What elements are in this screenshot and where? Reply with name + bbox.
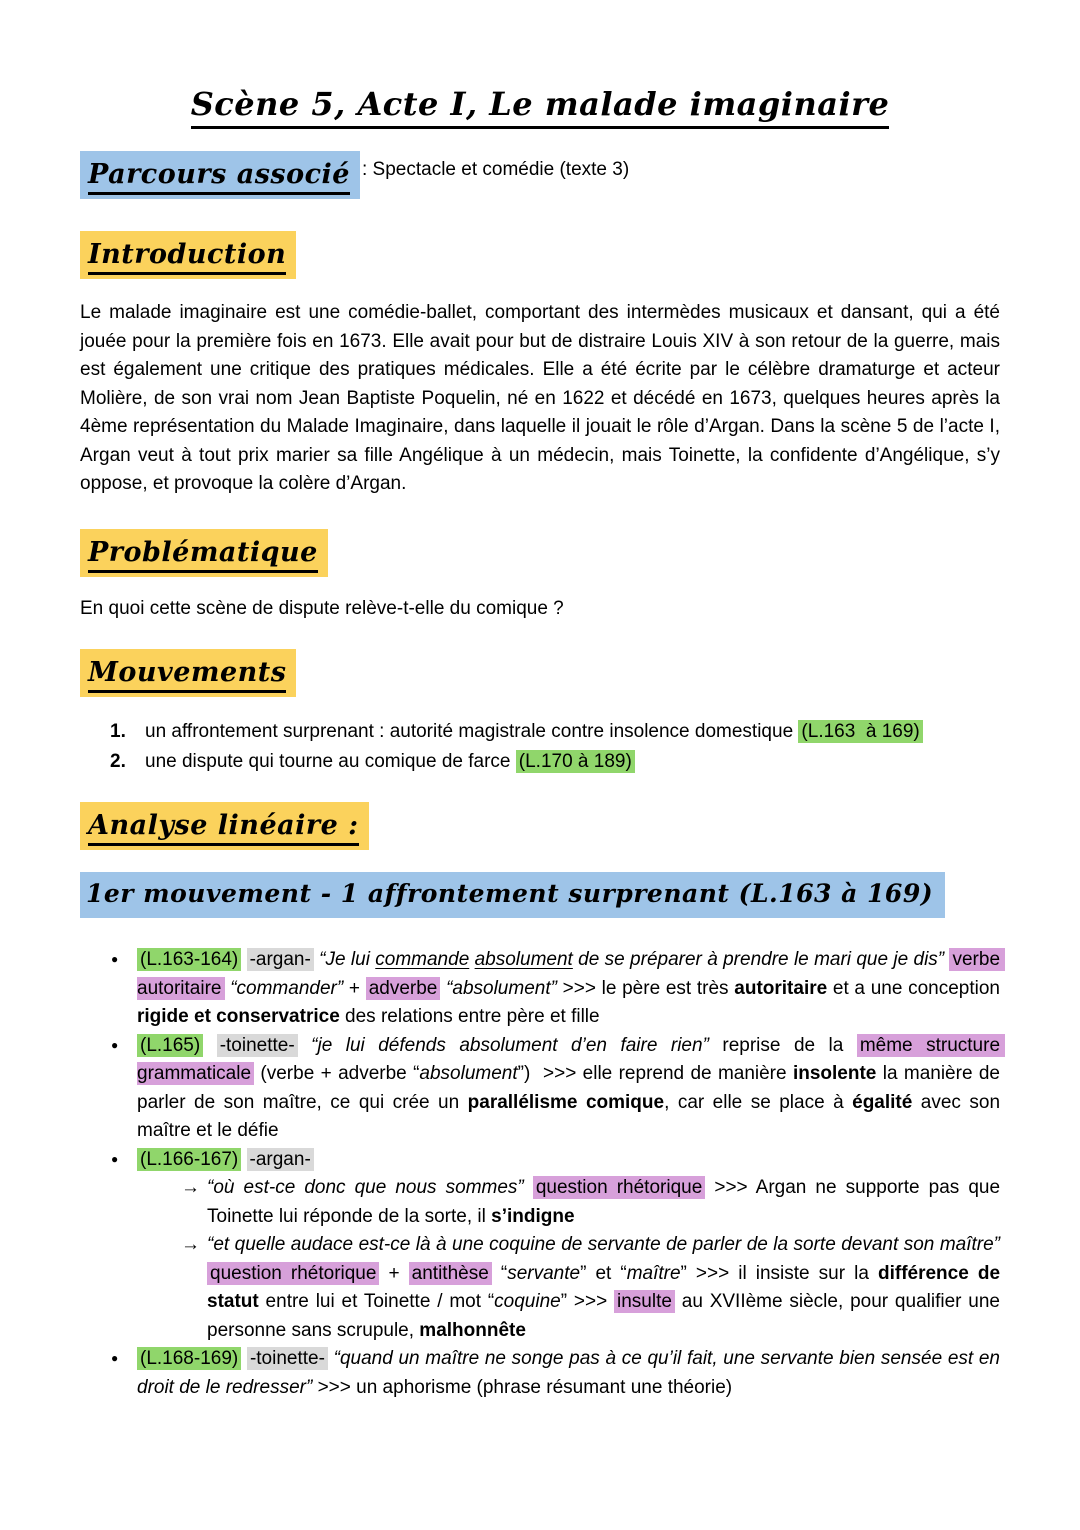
text-segment: avec son maître et le défie bbox=[137, 1091, 1006, 1142]
text-segment: un affrontement surprenant : autorité magistrale contre insolence domestique bbox=[145, 721, 799, 743]
list-item-number: 2. bbox=[110, 750, 126, 772]
text-segment: verbe autoritaire bbox=[137, 949, 1006, 999]
text-segment: ” >>> il insiste sur la bbox=[680, 1262, 878, 1284]
text-segment: commande bbox=[375, 949, 470, 971]
text-segment: rigide et conservatrice bbox=[137, 1006, 340, 1028]
text-segment: adverbe bbox=[366, 977, 441, 1000]
text-segment bbox=[524, 1177, 533, 1198]
text-segment: coquine bbox=[494, 1291, 561, 1313]
arrow-icon: → bbox=[181, 1234, 200, 1256]
page-title-text: Scène 5, Acte I, Le malade imaginaire bbox=[191, 85, 890, 129]
text-segment: et a une conception bbox=[827, 977, 1006, 999]
analysis-bullet-list bbox=[80, 946, 1006, 1402]
text-segment: même structure grammaticale bbox=[137, 1034, 1006, 1085]
text-segment: entre lui et Toinette / mot “ bbox=[258, 1291, 495, 1313]
text-segment: + bbox=[343, 977, 366, 999]
text-segment: insulte bbox=[614, 1290, 675, 1313]
problematique-heading bbox=[80, 529, 328, 577]
text-segment: “ bbox=[491, 1262, 508, 1284]
text-segment: au XVIIème siècle, pour qualifier une personne sans scrupule, bbox=[207, 1291, 1006, 1341]
page-title bbox=[80, 85, 1000, 123]
text-segment: + bbox=[379, 1262, 409, 1284]
analysis-bullet-item bbox=[80, 1345, 1006, 1402]
text-segment: (L.163-164) bbox=[137, 948, 241, 971]
text-segment: de se préparer à prendre le mari que je dis” bbox=[572, 949, 945, 971]
text-segment: >>> Argan ne supporte pas que Toinette lui réponde de la sorte, il bbox=[207, 1177, 1005, 1227]
text-segment bbox=[241, 949, 246, 970]
text-segment: (L.168-169) bbox=[137, 1347, 241, 1370]
text-segment: “Je lui bbox=[319, 949, 376, 971]
text-segment: différence de statut bbox=[207, 1262, 1006, 1313]
mouvement-list-item bbox=[80, 747, 1000, 776]
introduction-paragraph: Le malade imaginaire est une comédie-ballet, comportant des intermèdes musicaux et dansant, qui a été jouée pour la première fois en 1673. Elle avait pour but de distraire Louis XIV à son retour de la guerre, mais est également une critique des pratiques médicales. Elle a été écrite par le célèbre dramaturge et acteur Molière, de son vrai nom Jean Baptiste Poquelin, né en 1622 et décédé en 1673, quelques heures après la 4ème représentation du Malade Imaginaire, dans laquelle il jouait le rôle d’Argan. Dans la scène 5 de l’acte I, Argan veut à tout prix marier sa fille Angélique à un médecin, mais Toinette, la confidente d’Angélique, s’y oppose, et provoque la colère d’Argan. bbox=[80, 302, 1000, 495]
introduction-heading-row bbox=[80, 231, 1000, 279]
analysis-sub-item bbox=[181, 1231, 1006, 1345]
text-segment: ” et “ bbox=[580, 1262, 627, 1284]
problematique-heading-text: Problématique bbox=[88, 537, 318, 573]
problematique-question: En quoi cette scène de dispute relève-t-elle du comique ? bbox=[80, 597, 564, 619]
text-segment: ” >>> bbox=[560, 1291, 614, 1313]
mouvements-list bbox=[80, 717, 1000, 776]
text-segment: “quand un maître ne songe pas à ce qu’il fait, une servante bien sensée est en droit de le redresser” bbox=[137, 1348, 1006, 1398]
analyse-heading-text: Analyse linéaire : bbox=[88, 810, 359, 846]
text-segment: antithèse bbox=[409, 1262, 492, 1285]
mouvements-heading bbox=[80, 649, 296, 697]
text-segment: malhonnête bbox=[419, 1319, 526, 1341]
text-segment: insolente bbox=[792, 1063, 877, 1085]
parcours-heading bbox=[80, 151, 360, 199]
mouvement-list-item bbox=[80, 717, 1000, 746]
text-segment: “absolument” bbox=[446, 977, 557, 999]
movement-1-heading-row bbox=[80, 872, 1000, 918]
parcours-row bbox=[80, 151, 1000, 199]
text-segment: reprise de la bbox=[708, 1034, 857, 1056]
text-segment: égalité bbox=[852, 1091, 913, 1113]
text-segment bbox=[298, 1035, 311, 1056]
text-segment bbox=[241, 1149, 246, 1170]
bullet-icon: ● bbox=[111, 1151, 119, 1166]
text-segment: “commander” bbox=[230, 977, 344, 999]
text-segment: , car elle se place à bbox=[664, 1091, 853, 1113]
bullet-icon: ● bbox=[111, 952, 119, 967]
analyse-heading bbox=[80, 802, 369, 850]
text-segment: (L.170 à 189) bbox=[516, 750, 635, 773]
text-segment: >>> un aphorisme (phrase résumant une théorie) bbox=[312, 1376, 733, 1398]
analysis-sub-item bbox=[181, 1174, 1005, 1231]
analysis-bullet-item bbox=[80, 946, 1006, 1032]
text-segment: “je lui défends absolument d’en faire rien” bbox=[311, 1034, 709, 1056]
text-segment: (L.163 à 169) bbox=[798, 720, 922, 743]
text-segment: question rhétorique bbox=[533, 1176, 705, 1199]
text-segment: (L.165) bbox=[137, 1034, 203, 1057]
text-segment: parallélisme comique bbox=[467, 1091, 665, 1113]
text-segment: ”) >>> elle reprend de manière bbox=[517, 1063, 793, 1085]
text-segment: -toinette- bbox=[217, 1034, 298, 1057]
problematique-heading-row bbox=[80, 529, 1000, 577]
bullet-icon: ● bbox=[111, 1351, 119, 1366]
introduction-heading-text: Introduction bbox=[88, 239, 286, 275]
mouvements-heading-row bbox=[80, 649, 1000, 697]
text-segment: servante bbox=[507, 1262, 581, 1284]
text-segment: -toinette- bbox=[247, 1347, 328, 1370]
text-segment: -argan- bbox=[247, 1148, 314, 1171]
text-segment: “et quelle audace est-ce là à une coquine de servante de parler de la sorte devant son maître” bbox=[207, 1234, 1000, 1256]
parcours-heading-text: Parcours associé bbox=[88, 159, 350, 195]
text-segment: (L.166-167) bbox=[137, 1148, 241, 1171]
text-segment: autoritaire bbox=[734, 977, 828, 999]
text-segment: (verbe + adverbe “ bbox=[254, 1063, 420, 1085]
introduction-heading bbox=[80, 231, 296, 279]
text-segment: s’indigne bbox=[491, 1205, 575, 1227]
text-segment: la manière de parler de son maître, ce qui crée un bbox=[137, 1063, 1006, 1113]
text-segment bbox=[1000, 1234, 1005, 1255]
list-item-number: 1. bbox=[110, 721, 126, 743]
text-segment: “où est-ce donc que nous sommes” bbox=[207, 1177, 524, 1199]
analysis-bullet-item bbox=[80, 1146, 1006, 1346]
text-segment: >>> le père est très bbox=[556, 977, 735, 999]
text-segment: absolument bbox=[419, 1063, 518, 1085]
bullet-icon: ● bbox=[111, 1037, 119, 1052]
movement-1-heading: 1er mouvement - 1 affrontement surprenant (L.163 à 169) bbox=[80, 872, 945, 918]
analyse-heading-row bbox=[80, 802, 1000, 850]
text-segment: question rhétorique bbox=[207, 1262, 379, 1285]
text-segment bbox=[203, 1035, 216, 1056]
text-segment: -argan- bbox=[247, 948, 314, 971]
text-segment: absolument bbox=[474, 949, 573, 971]
arrow-icon: → bbox=[181, 1177, 200, 1199]
analysis-bullet-item bbox=[80, 1032, 1006, 1146]
text-segment: une dispute qui tourne au comique de farce bbox=[145, 750, 516, 772]
parcours-value: : Spectacle et comédie (texte 3) bbox=[361, 159, 630, 180]
text-segment: maître bbox=[626, 1262, 681, 1284]
text-segment: des relations entre père et fille bbox=[339, 1006, 600, 1028]
mouvements-heading-text: Mouvements bbox=[88, 657, 286, 693]
